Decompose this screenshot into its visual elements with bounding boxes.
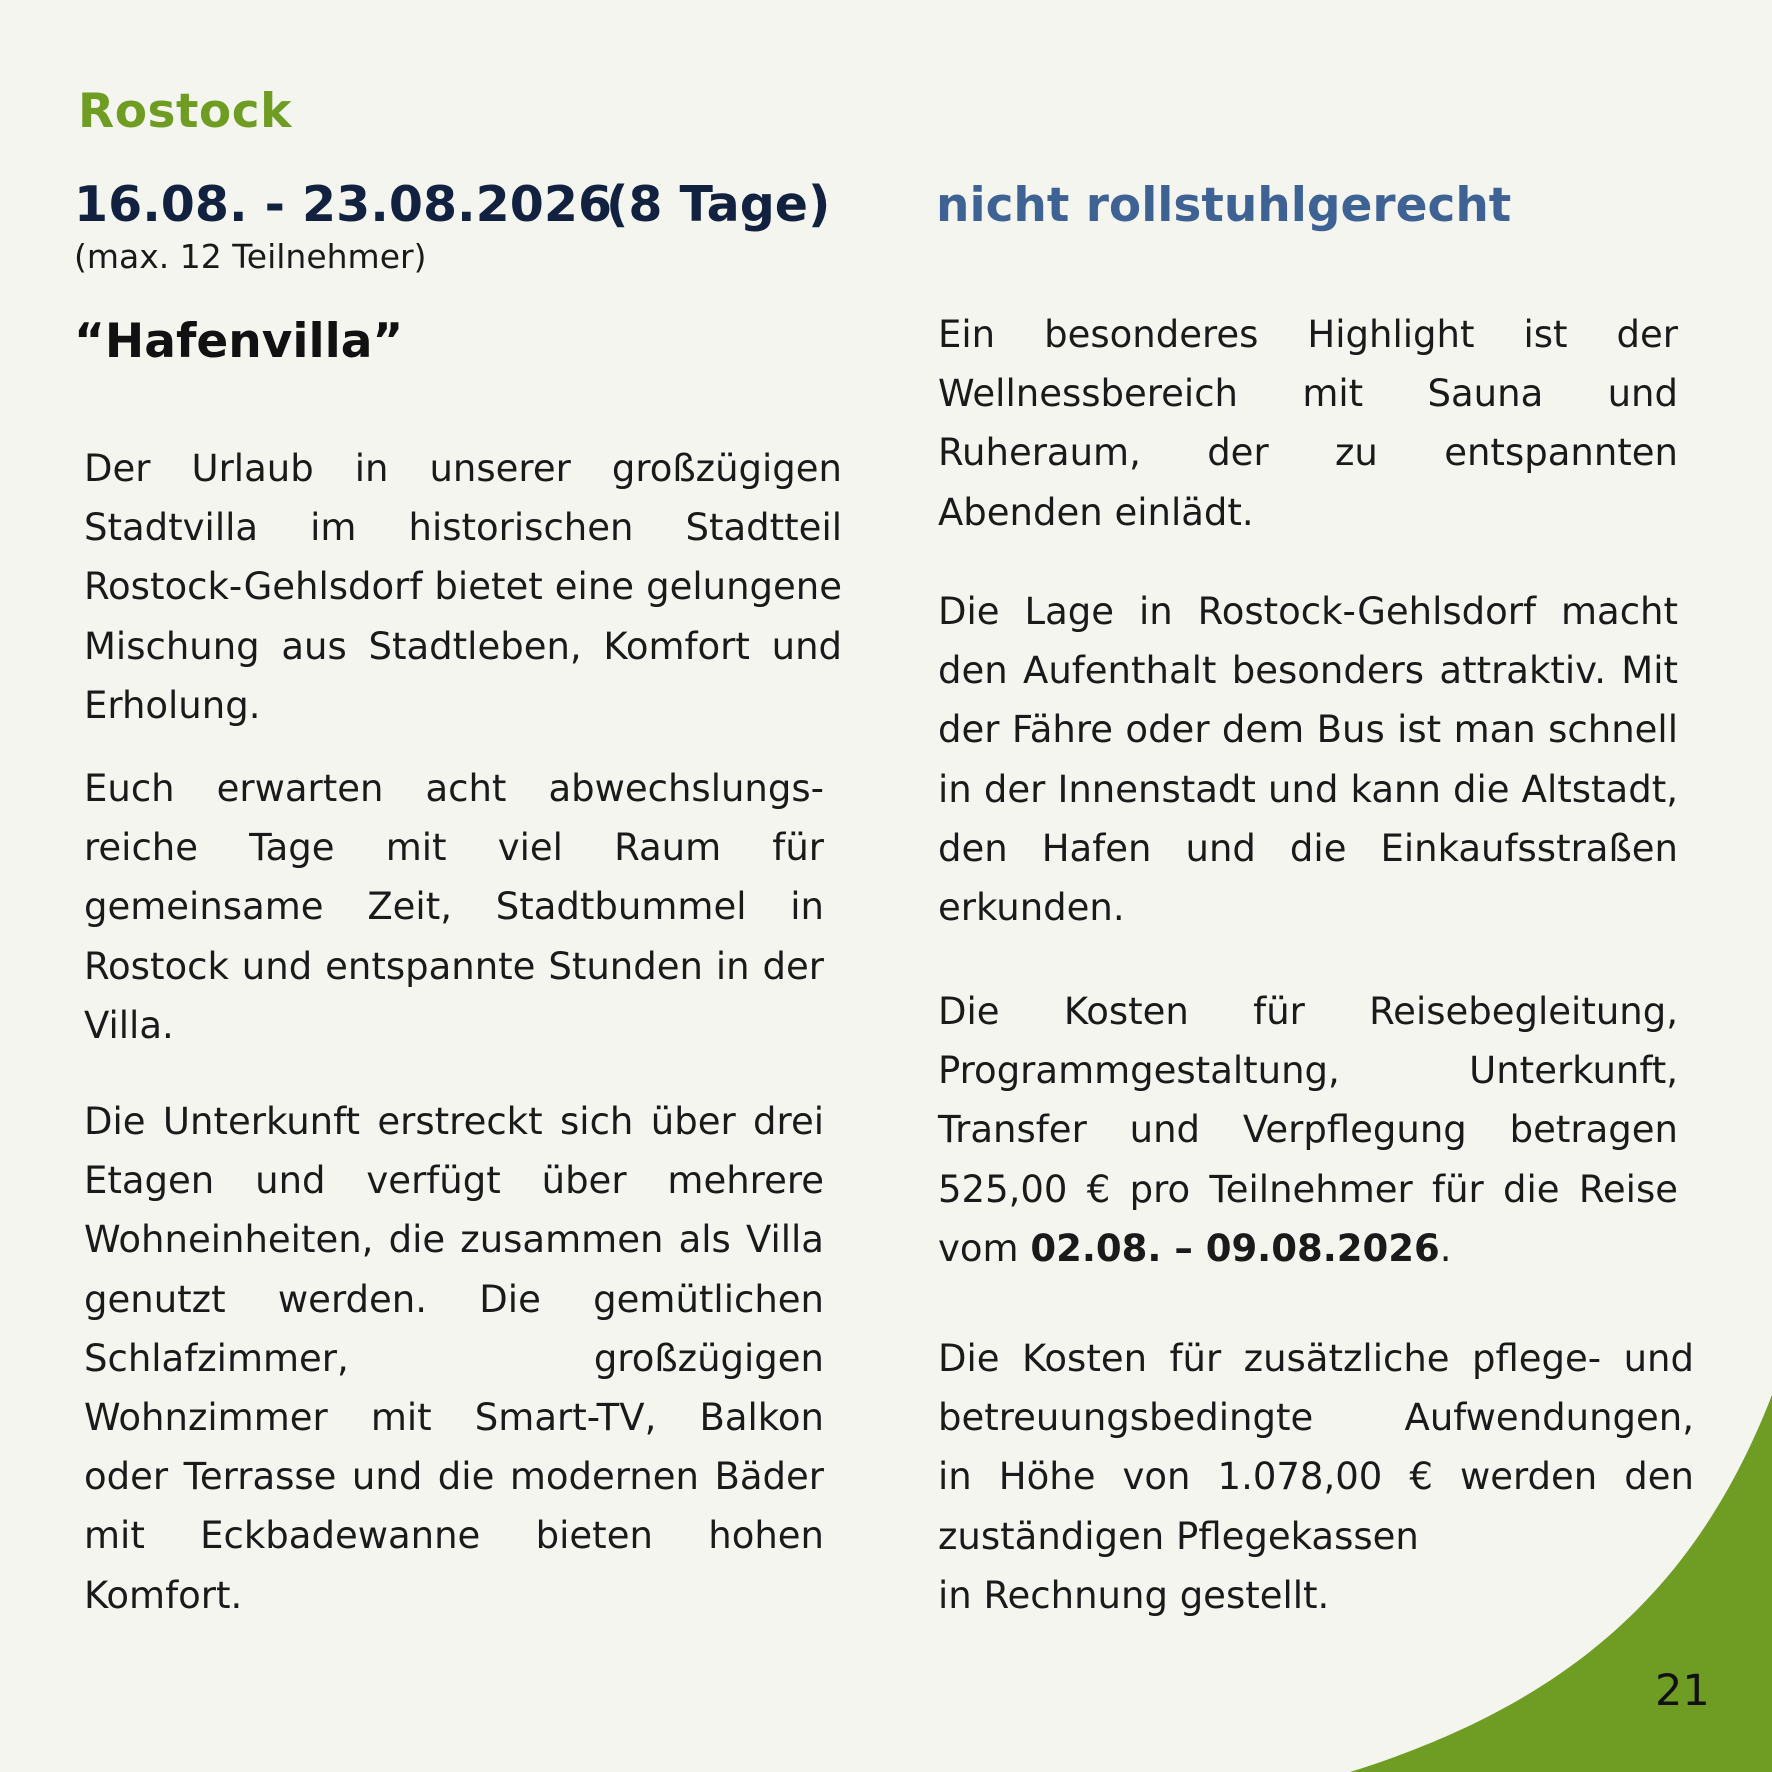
page-number: 21 (1655, 1666, 1710, 1716)
intro-paragraph: Der Urlaub in unserer großzügigen Stadtvilla im historischen Stadtteil Rostock-Gehlsdorf bietet eine gelungene Mischung aus Stadtleben, Komfort und Erholung. (84, 447, 842, 727)
care-costs-line: betreuungsbedingte Aufwendungen, (938, 1396, 1694, 1440)
days-paragraph: Euch erwarten acht abwechslungs-reiche Tage mit viel Raum für gemeinsame Zeit, Stadtbummel in Rostock und entspannte Stunden in der Villa. (84, 767, 824, 1047)
care-costs-line: Die Kosten für zusätzliche pflege- und (938, 1337, 1694, 1380)
costs-paragraph (938, 982, 1678, 1278)
care-costs-line: in Höhe von 1.078,00 € werden den (938, 1455, 1694, 1499)
care-costs-paragraph (938, 1329, 1694, 1625)
care-costs-line: zuständigen Pflegekassen (938, 1514, 1419, 1558)
wellness-paragraph: Ein besonderes Highlight ist der Wellnessbereich mit Sauna und Ruheraum, der zu entspannten Abenden einlädt. (938, 313, 1678, 534)
location-paragraph: Die Lage in Rostock-Gehlsdorf macht den Aufenthalt besonders attraktiv. Mit der Fähre oder dem Bus ist man schnell in der Innenstadt und kann die Altstadt, den Hafen und die Einkaufsstraßen erkunden. (938, 590, 1678, 930)
costs-text: Die Kosten für Reisebegleitung, Programmgestaltung, Unterkunft, Transfer und Verpflegung betragen 525,00 € pro Teilnehmer für die Reise vom (938, 990, 1678, 1270)
city-heading: Rostock (78, 84, 292, 139)
accommodation-paragraph: Die Unterkunft erstreckt sich über drei Etagen und verfügt über mehrere Wohneinheiten, die zusammen als Villa genutzt werden. Die gemütlichen Schlafzimmer, großzügigen Wohnzimmer mit Smart-TV, Balkon oder Terrasse und die modernen Bäder mit Eckbadewanne bieten hohen Komfort. (84, 1100, 824, 1617)
villa-name: “Hafenvilla” (74, 314, 404, 369)
accessibility-note: nicht rollstuhlgerecht (936, 178, 1512, 233)
costs-dates: 02.08. – 09.08.2026 (1030, 1226, 1440, 1270)
care-costs-line: in Rechnung gestellt. (938, 1573, 1330, 1617)
travel-dates: 16.08. - 23.08.2026 (74, 176, 613, 233)
costs-period: . (1439, 1226, 1452, 1270)
trip-duration: (8 Tage) (606, 176, 831, 233)
participant-limit: (max. 12 Teilnehmer) (74, 237, 427, 276)
